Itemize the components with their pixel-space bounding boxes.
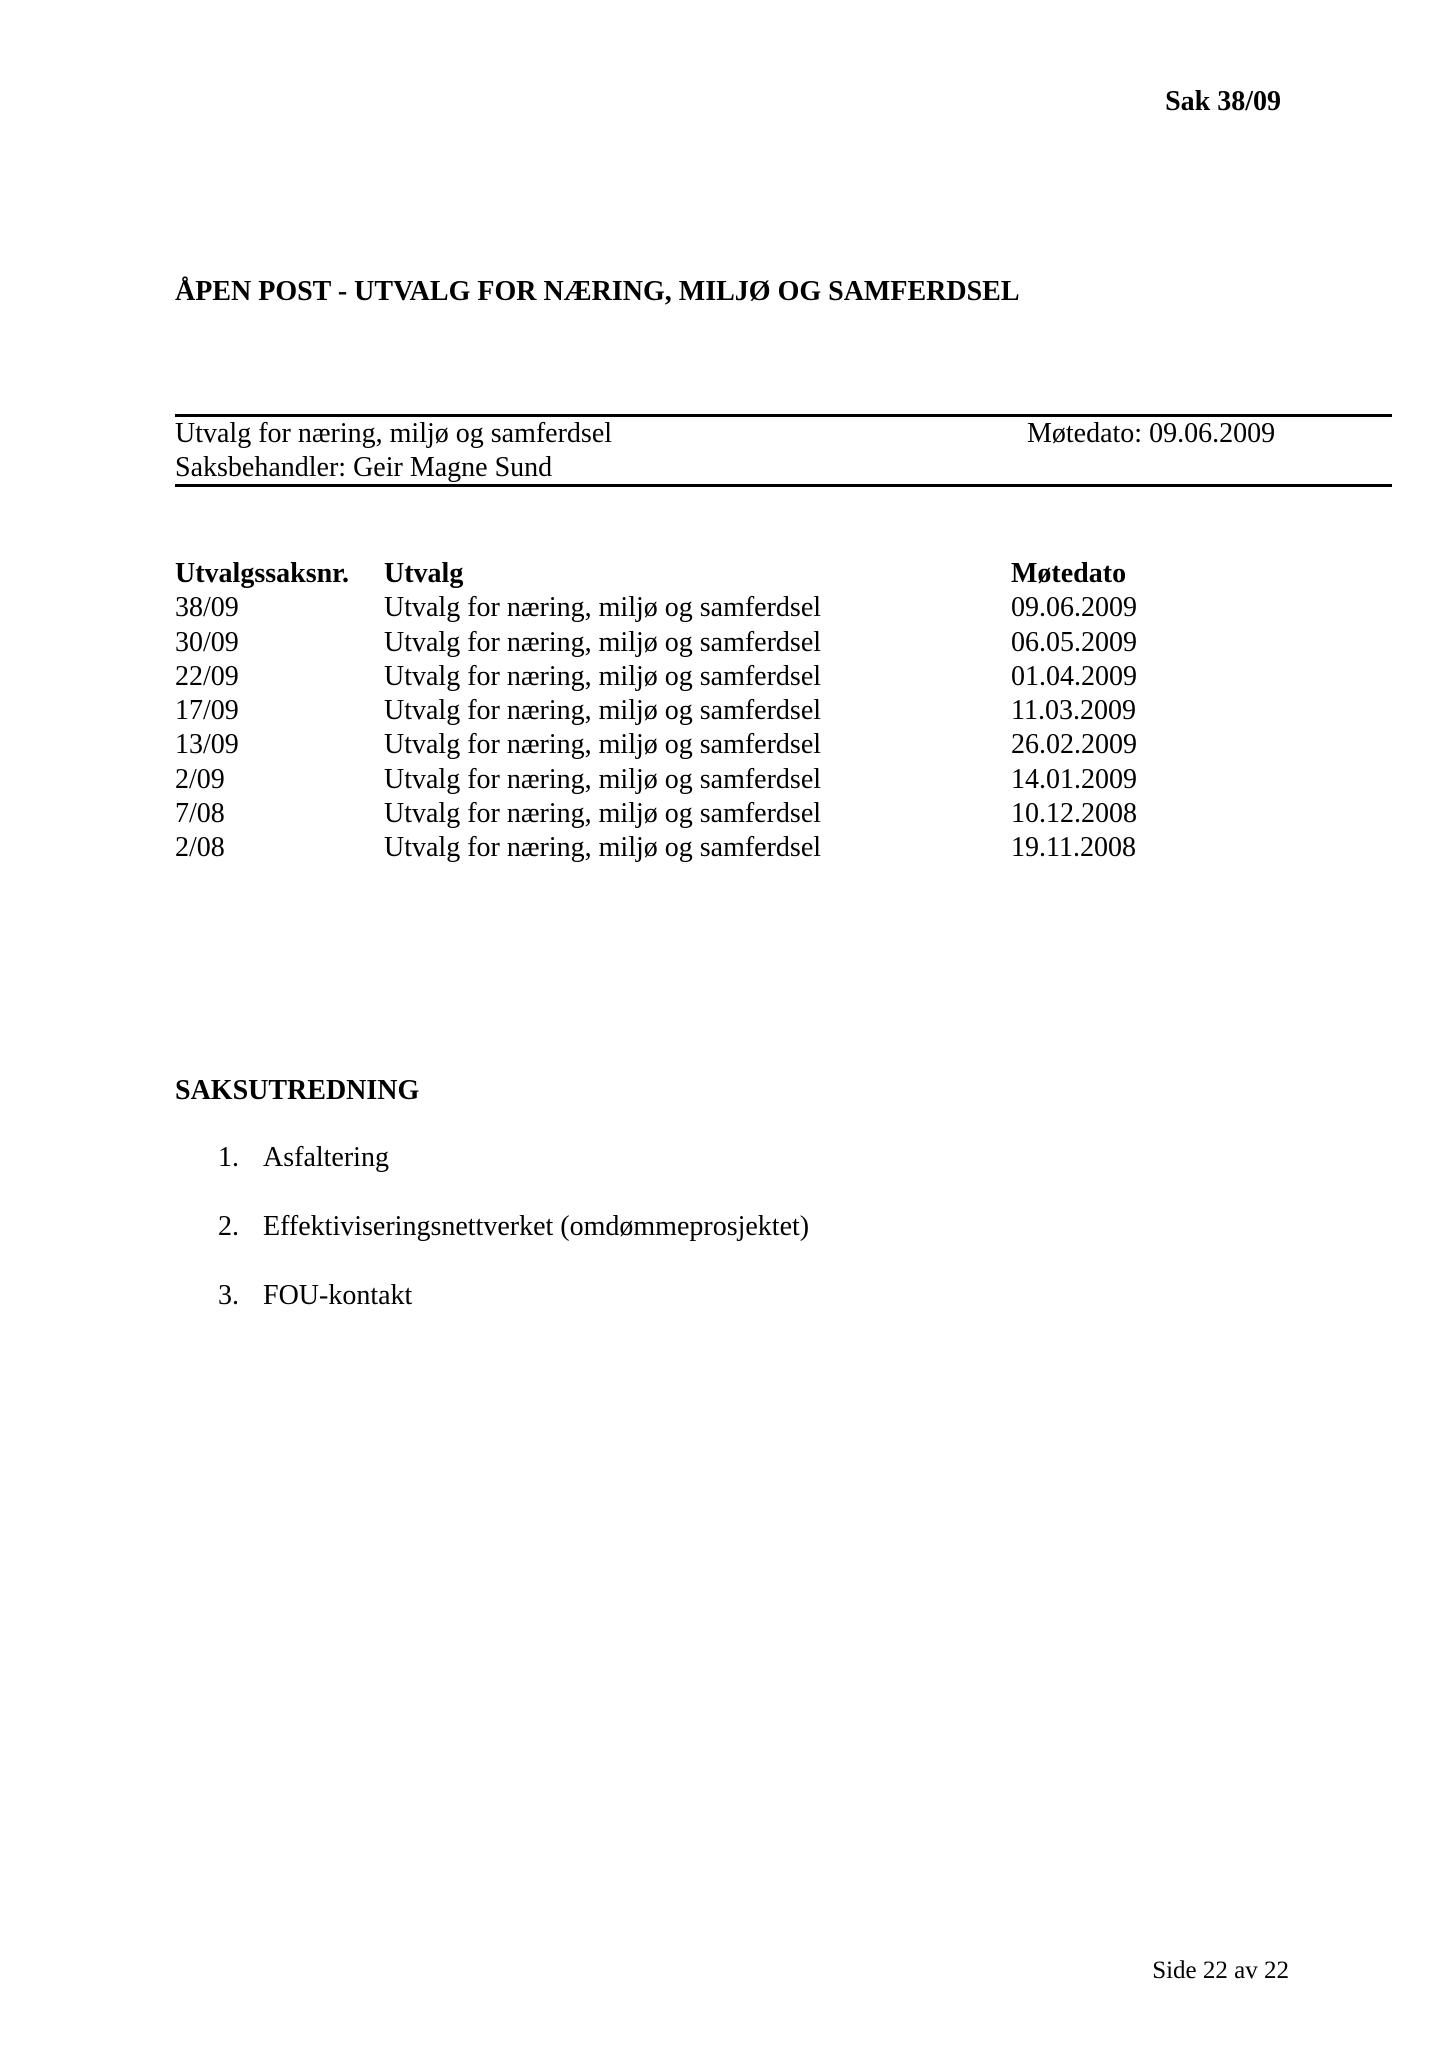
meeting-date: Møtedato: 09.06.2009 xyxy=(1027,418,1276,449)
row-committee: Utvalg for næring, miljø og samferdsel xyxy=(384,729,822,761)
list-item-number: 3. xyxy=(218,1280,239,1311)
row-committee: Utvalg for næring, miljø og samferdsel xyxy=(384,832,822,864)
row-meeting-date: 09.06.2009 xyxy=(1011,592,1137,624)
row-case-number: 38/09 xyxy=(175,592,239,624)
table-row xyxy=(175,729,1275,763)
header-committee: Utvalg xyxy=(384,558,464,589)
table-row xyxy=(175,832,1275,866)
table-row xyxy=(175,592,1275,626)
divider-bottom xyxy=(175,484,1392,487)
row-committee: Utvalg for næring, miljø og samferdsel xyxy=(384,798,822,830)
row-meeting-date: 14.01.2009 xyxy=(1011,763,1137,795)
row-case-number: 2/09 xyxy=(175,763,225,795)
row-case-number: 13/09 xyxy=(175,729,239,761)
row-committee: Utvalg for næring, miljø og samferdsel xyxy=(384,626,822,658)
row-meeting-date: 19.11.2008 xyxy=(1011,832,1136,864)
page-number: Side 22 av 22 xyxy=(1152,1957,1289,1984)
row-case-number: 7/08 xyxy=(175,798,225,830)
document-title: ÅPEN POST - UTVALG FOR NÆRING, MILJØ OG SAMFERDSEL xyxy=(175,276,1020,307)
case-handler: Saksbehandler: Geir Magne Sund xyxy=(175,452,553,483)
row-committee: Utvalg for næring, miljø og samferdsel xyxy=(384,592,822,624)
row-meeting-date: 06.05.2009 xyxy=(1011,626,1137,658)
case-number: Sak 38/09 xyxy=(1165,86,1281,117)
header-case-number: Utvalgssaksnr. xyxy=(175,558,350,589)
divider-top xyxy=(175,414,1392,417)
committee-name: Utvalg for næring, miljø og samferdsel xyxy=(175,418,613,449)
table-header-row xyxy=(175,558,1275,592)
row-committee: Utvalg for næring, miljø og samferdsel xyxy=(384,763,822,795)
row-case-number: 30/09 xyxy=(175,626,239,658)
list-item-text: Asfaltering xyxy=(263,1142,389,1173)
list-item-text: FOU-kontakt xyxy=(263,1280,413,1311)
row-committee: Utvalg for næring, miljø og samferdsel xyxy=(384,695,822,727)
row-case-number: 22/09 xyxy=(175,660,239,692)
case-table xyxy=(175,558,1275,867)
table-row xyxy=(175,627,1275,661)
list-item-number: 1. xyxy=(218,1142,239,1173)
list-item xyxy=(175,1211,1075,1280)
row-meeting-date: 10.12.2008 xyxy=(1011,798,1137,830)
row-meeting-date: 26.02.2009 xyxy=(1011,729,1137,761)
header-meeting-date: Møtedato xyxy=(1011,558,1127,589)
table-row xyxy=(175,764,1275,798)
row-meeting-date: 01.04.2009 xyxy=(1011,660,1137,692)
row-case-number: 17/09 xyxy=(175,695,239,727)
saksutredning-list xyxy=(175,1142,1075,1349)
list-item xyxy=(175,1142,1075,1211)
table-row xyxy=(175,798,1275,832)
table-row xyxy=(175,661,1275,695)
row-committee: Utvalg for næring, miljø og samferdsel xyxy=(384,660,822,692)
row-case-number: 2/08 xyxy=(175,832,225,864)
section-heading-saksutredning: SAKSUTREDNING xyxy=(175,1075,420,1106)
list-item-number: 2. xyxy=(218,1211,239,1242)
table-row xyxy=(175,695,1275,729)
row-meeting-date: 11.03.2009 xyxy=(1011,695,1136,727)
list-item xyxy=(175,1280,1075,1349)
list-item-text: Effektiviseringsnettverket (omdømmeprosjektet) xyxy=(263,1211,810,1242)
